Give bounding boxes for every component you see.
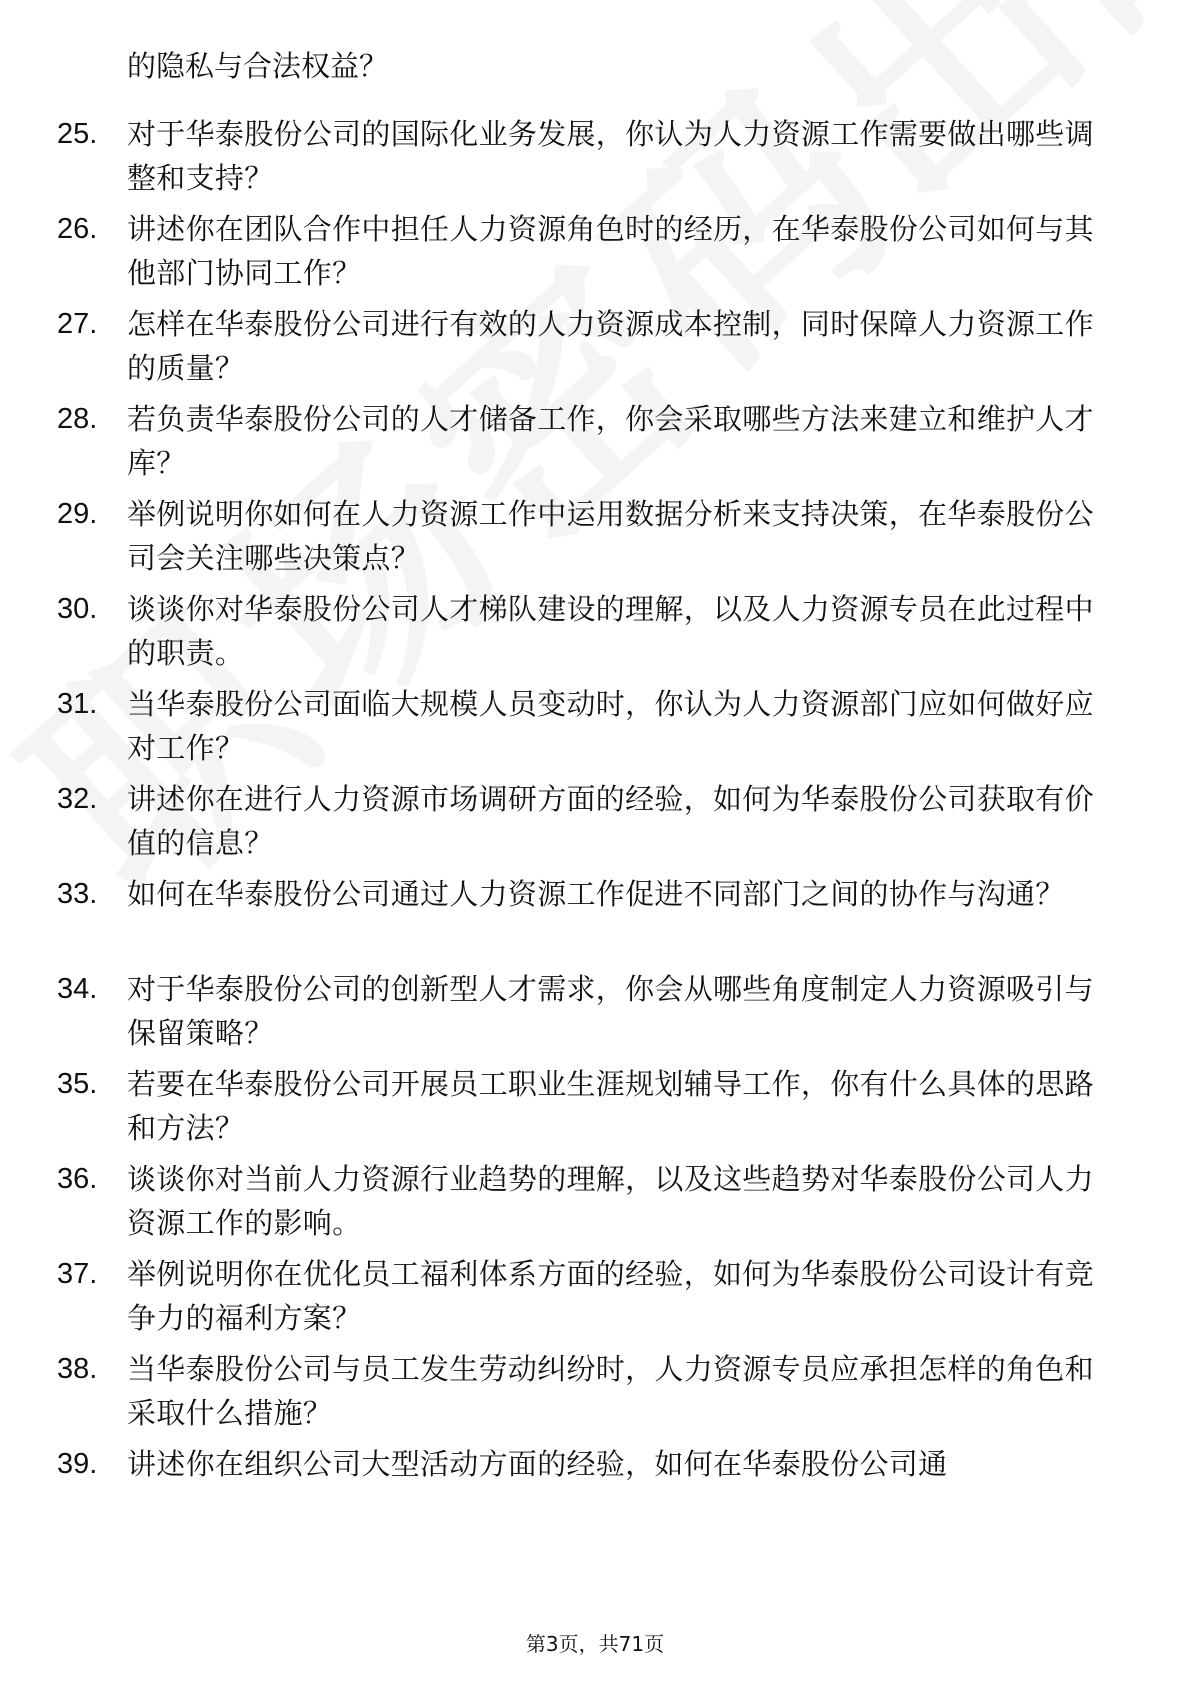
question-text: 讲述你在团队合作中担任人力资源角色时的经历，在华泰股份公司如何与其他部门协同工作？ xyxy=(127,212,1094,290)
question-item xyxy=(0,1442,1190,1532)
question-number: 36. xyxy=(57,1163,98,1195)
question-text: 讲述你在组织公司大型活动方面的经验，如何在华泰股份公司通 xyxy=(127,1447,948,1481)
question-item xyxy=(0,397,1190,487)
question-item xyxy=(0,587,1190,677)
question-text: 如何在华泰股份公司通过人力资源工作促进不同部门之间的协作与沟通？ xyxy=(127,877,1065,911)
question-text: 举例说明你在优化员工福利体系方面的经验，如何为华泰股份公司设计有竞争力的福利方案？ xyxy=(127,1257,1094,1335)
question-number: 27. xyxy=(57,308,98,340)
question-number: 28. xyxy=(57,403,98,435)
continuation-text: 的隐私与合法权益？ xyxy=(127,49,389,83)
question-item xyxy=(0,1347,1190,1437)
question-item xyxy=(0,302,1190,392)
question-number: 39. xyxy=(57,1448,98,1480)
question-text: 举例说明你如何在人力资源工作中运用数据分析来支持决策，在华泰股份公司会关注哪些决策点？ xyxy=(127,497,1094,575)
question-item xyxy=(0,1157,1190,1247)
question-text: 对于华泰股份公司的创新型人才需求，你会从哪些角度制定人力资源吸引与保留策略？ xyxy=(127,972,1094,1050)
question-number: 30. xyxy=(57,593,98,625)
question-number: 38. xyxy=(57,1353,98,1385)
question-item xyxy=(0,1252,1190,1342)
question-item xyxy=(0,207,1190,297)
question-item xyxy=(0,777,1190,867)
question-item xyxy=(0,967,1190,1057)
question-text: 对于华泰股份公司的国际化业务发展，你认为人力资源工作需要做出哪些调整和支持？ xyxy=(127,117,1094,195)
question-text: 若要在华泰股份公司开展员工职业生涯规划辅导工作，你有什么具体的思路和方法？ xyxy=(127,1067,1094,1145)
question-item xyxy=(0,492,1190,582)
question-number: 34. xyxy=(57,973,98,1005)
question-text: 怎样在华泰股份公司进行有效的人力资源成本控制，同时保障人力资源工作的质量？ xyxy=(127,307,1094,385)
question-text: 谈谈你对当前人力资源行业趋势的理解，以及这些趋势对华泰股份公司人力资源工作的影响。 xyxy=(127,1162,1094,1240)
question-number: 25. xyxy=(57,118,98,150)
question-item xyxy=(0,872,1190,962)
question-text: 谈谈你对华泰股份公司人才梯队建设的理解，以及人力资源专员在此过程中的职责。 xyxy=(127,592,1094,670)
question-number: 29. xyxy=(57,498,98,530)
page-footer: 第3页，共71页 xyxy=(525,1632,665,1656)
question-number: 31. xyxy=(57,688,98,720)
question-item xyxy=(0,112,1190,202)
question-text: 当华泰股份公司与员工发生劳动纠纷时，人力资源专员应承担怎样的角色和采取什么措施？ xyxy=(127,1352,1094,1430)
question-number: 26. xyxy=(57,213,98,245)
question-item xyxy=(0,682,1190,772)
question-number: 32. xyxy=(57,783,98,815)
question-text: 若负责华泰股份公司的人才储备工作，你会采取哪些方法来建立和维护人才库？ xyxy=(127,402,1094,480)
question-number: 37. xyxy=(57,1258,98,1290)
question-number: 33. xyxy=(57,878,98,910)
question-number: 35. xyxy=(57,1068,98,1100)
question-text: 当华泰股份公司面临大规模人员变动时，你认为人力资源部门应如何做好应对工作？ xyxy=(127,687,1094,765)
question-item xyxy=(0,1062,1190,1152)
question-text: 讲述你在进行人力资源市场调研方面的经验，如何为华泰股份公司获取有价值的信息？ xyxy=(127,782,1094,860)
